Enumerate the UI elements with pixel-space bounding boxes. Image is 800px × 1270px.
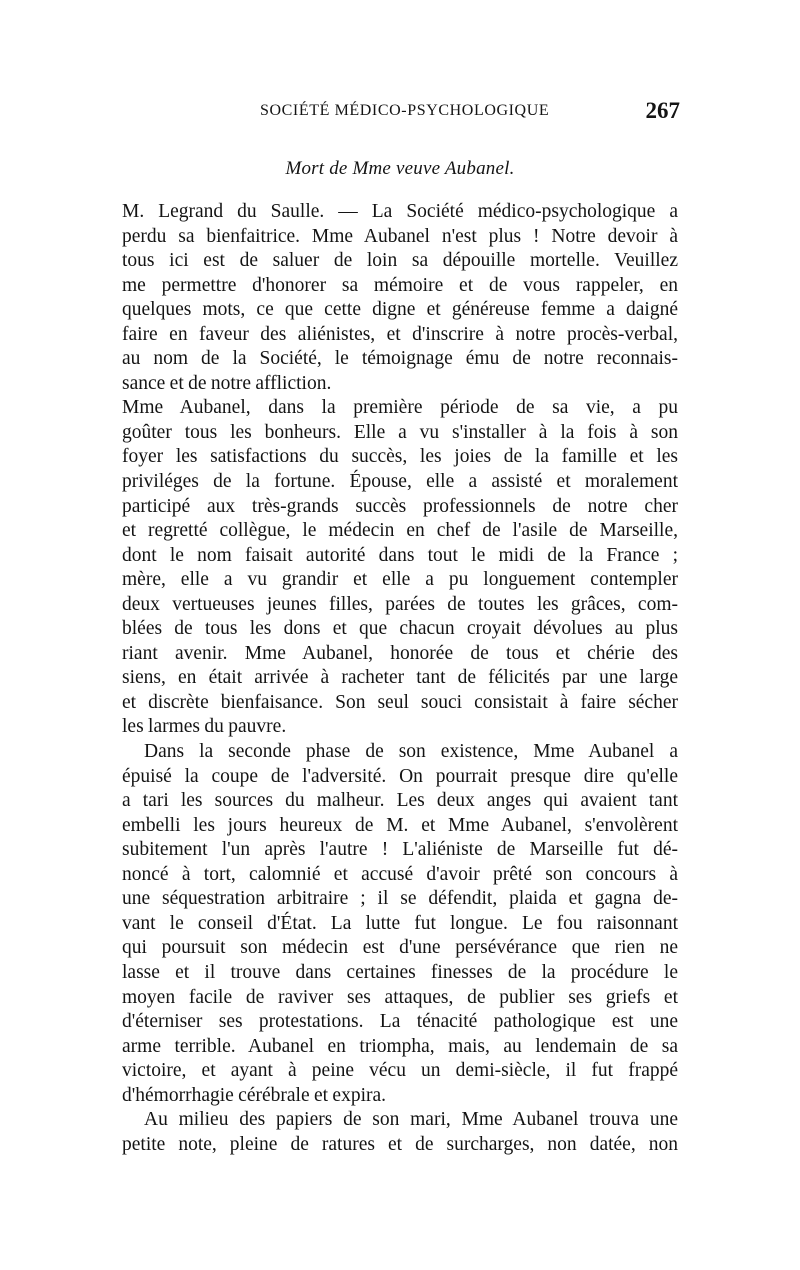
text-line: et regretté collègue, le médecin en chef de l'asile de Marseille, bbox=[122, 520, 678, 542]
section-title: Mort de Mme veuve Aubanel. bbox=[285, 158, 515, 179]
text-line: vant le conseil d'État. La lutte fut longue. Le fou raisonnant bbox=[122, 912, 678, 934]
text-line: les larmes du pauvre. bbox=[122, 716, 287, 738]
text-line: une séquestration arbitraire ; il se défendit, plaida et gagna de- bbox=[122, 888, 678, 910]
text-line: M. Legrand du Saulle. — La Société médico-psychologique a bbox=[122, 201, 678, 222]
text-line: embelli les jours heureux de M. et Mme Aubanel, s'envolèrent bbox=[122, 814, 678, 836]
text-line: sance et de notre affliction. bbox=[122, 372, 332, 394]
text-line: d'éterniser ses protestations. La ténacité pathologique est une bbox=[122, 1011, 678, 1033]
text-line: petite note, pleine de ratures et de surcharges, non datée, non bbox=[122, 1133, 678, 1155]
text-line: riant avenir. Mme Aubanel, honorée de tous et chérie des bbox=[122, 642, 678, 664]
text-line: épuisé la coupe de l'adversité. On pourrait presque dire qu'elle bbox=[122, 765, 678, 787]
text-line: d'hémorrhagie cérébrale et expira. bbox=[122, 1084, 387, 1106]
text-line: siens, en était arrivée à racheter tant de félicités par une large bbox=[122, 667, 678, 689]
text-line: Mme Aubanel, dans la première période de sa vie, a pu bbox=[122, 397, 678, 419]
text-line: moyen facile de raviver ses attaques, de publier ses griefs et bbox=[122, 986, 678, 1008]
text-line: me permettre d'honorer sa mémoire et de vous rappeler, en bbox=[122, 274, 678, 296]
text-line: lasse et il trouve dans certaines finesses de la procédure le bbox=[122, 961, 678, 983]
text-line: subitement l'un après l'autre ! L'aliéniste de Marseille fut dé- bbox=[122, 839, 678, 861]
text-line: blées de tous les dons et que chacun croyait dévolues au plus bbox=[122, 618, 678, 640]
text-line: dont le nom faisait autorité dans tout le midi de la France ; bbox=[122, 544, 678, 566]
text-line: noncé à tort, calomnié et accusé d'avoir prêté son concours à bbox=[122, 863, 678, 885]
text-line: et discrète bienfaisance. Son seul souci consistait à faire sécher bbox=[122, 691, 678, 713]
text-line: deux vertueuses jeunes filles, parées de toutes les grâces, com- bbox=[122, 593, 678, 615]
text-line: victoire, et ayant à peine vécu un demi-siècle, il fut frappé bbox=[122, 1060, 678, 1082]
text-line: Au milieu des papiers de son mari, Mme Aubanel trouva une bbox=[144, 1109, 678, 1131]
text-line: tous ici est de saluer de loin sa dépouille mortelle. Veuillez bbox=[122, 250, 678, 272]
text-line: participé aux très-grands succès professionnels de notre cher bbox=[122, 495, 678, 517]
text-line: foyer les satisfactions du succès, les joies de la famille et les bbox=[122, 446, 678, 468]
text-line: qui poursuit son médecin est d'une persévérance que rien ne bbox=[122, 937, 678, 959]
running-head bbox=[120, 98, 680, 128]
text-line: goûter tous les bonheurs. Elle a vu s'installer à la fois à son bbox=[122, 421, 678, 443]
text-line: arme terrible. Aubanel en triompha, mais, au lendemain de sa bbox=[122, 1035, 678, 1057]
text-line: priviléges de la fortune. Épouse, elle a assisté et moralement bbox=[122, 471, 678, 493]
page-number: 267 bbox=[645, 98, 680, 123]
text-line: perdu sa bienfaitrice. Mme Aubanel n'est plus ! Notre devoir à bbox=[122, 225, 678, 247]
text-line: faire en faveur des aliénistes, et d'inscrire à notre procès-verbal, bbox=[122, 323, 678, 345]
running-head-title: SOCIÉTÉ MÉDICO-PSYCHOLOGIQUE bbox=[260, 102, 550, 119]
text-line: a tari les sources du malheur. Les deux anges qui avaient tant bbox=[122, 790, 678, 812]
text-line: quelques mots, ce que cette digne et généreuse femme a daigné bbox=[122, 299, 678, 321]
text-line: Dans la seconde phase de son existence, Mme Aubanel a bbox=[144, 741, 678, 763]
body-text bbox=[122, 200, 678, 1157]
text-line: au nom de la Société, le témoignage ému de notre reconnais- bbox=[122, 348, 678, 370]
text-line: mère, elle a vu grandir et elle a pu longuement contempler bbox=[122, 569, 678, 591]
